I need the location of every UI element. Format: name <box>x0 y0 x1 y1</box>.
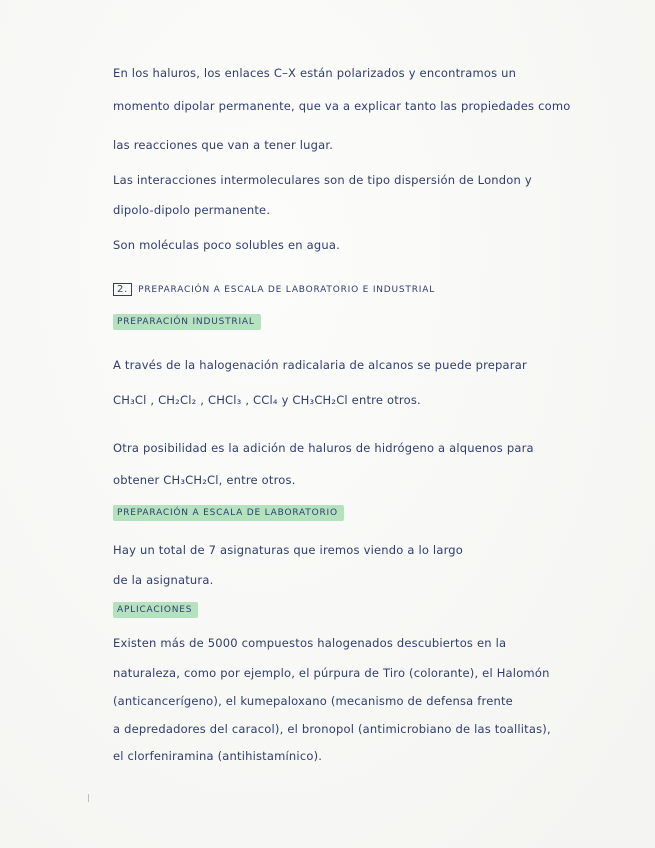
pencil-mark <box>88 794 95 802</box>
highlighted-heading: APLICACIONES <box>113 602 198 618</box>
subheading-industrial <box>113 317 261 327</box>
paragraph-line: En los haluros, los enlaces C–X están polarizados y encontramos un <box>113 66 517 80</box>
section-number: 2. <box>113 283 132 296</box>
paragraph-line: a depredadores del caracol), el bronopol (antimicrobiano de las toallitas), <box>113 722 551 736</box>
paragraph-line: dipolo-dipolo permanente. <box>113 203 271 217</box>
section-heading <box>113 283 435 296</box>
paragraph-line: Son moléculas poco solubles en agua. <box>113 238 340 252</box>
paragraph-line: (anticancerígeno), el kumepaloxano (mecanismo de defensa frente <box>113 694 513 708</box>
subheading-laboratory <box>113 508 344 518</box>
highlighted-heading: PREPARACIÓN A ESCALA DE LABORATORIO <box>113 505 344 521</box>
paragraph-line: el clorfeniramina (antihistamínico). <box>113 749 323 763</box>
paragraph-line: obtener CH₃CH₂Cl, entre otros. <box>113 473 296 487</box>
paragraph-line: las reacciones que van a tener lugar. <box>113 138 334 152</box>
paragraph-line: Existen más de 5000 compuestos halogenados descubiertos en la <box>113 636 507 650</box>
paragraph-line: naturaleza, como por ejemplo, el púrpura de Tiro (colorante), el Halomón <box>113 666 550 680</box>
paragraph-line: Otra posibilidad es la adición de haluros de hidrógeno a alquenos para <box>113 441 534 455</box>
paragraph-line: de la asignatura. <box>113 573 214 587</box>
subheading-applications <box>113 605 198 615</box>
section-title: PREPARACIÓN A ESCALA DE LABORATORIO E INDUSTRIAL <box>138 285 436 295</box>
paragraph-line: Hay un total de 7 asignaturas que iremos viendo a lo largo <box>113 543 464 557</box>
paragraph-line: A través de la halogenación radicalaria de alcanos se puede preparar <box>113 358 527 372</box>
highlighted-heading: PREPARACIÓN INDUSTRIAL <box>113 314 261 330</box>
paragraph-line: Las interacciones intermoleculares son de tipo dispersión de London y <box>113 173 532 187</box>
paragraph-line: CH₃Cl , CH₂Cl₂ , CHCl₃ , CCl₄ y CH₃CH₂Cl entre otros. <box>113 393 421 407</box>
paragraph-line: momento dipolar permanente, que va a explicar tanto las propiedades como <box>113 99 571 113</box>
